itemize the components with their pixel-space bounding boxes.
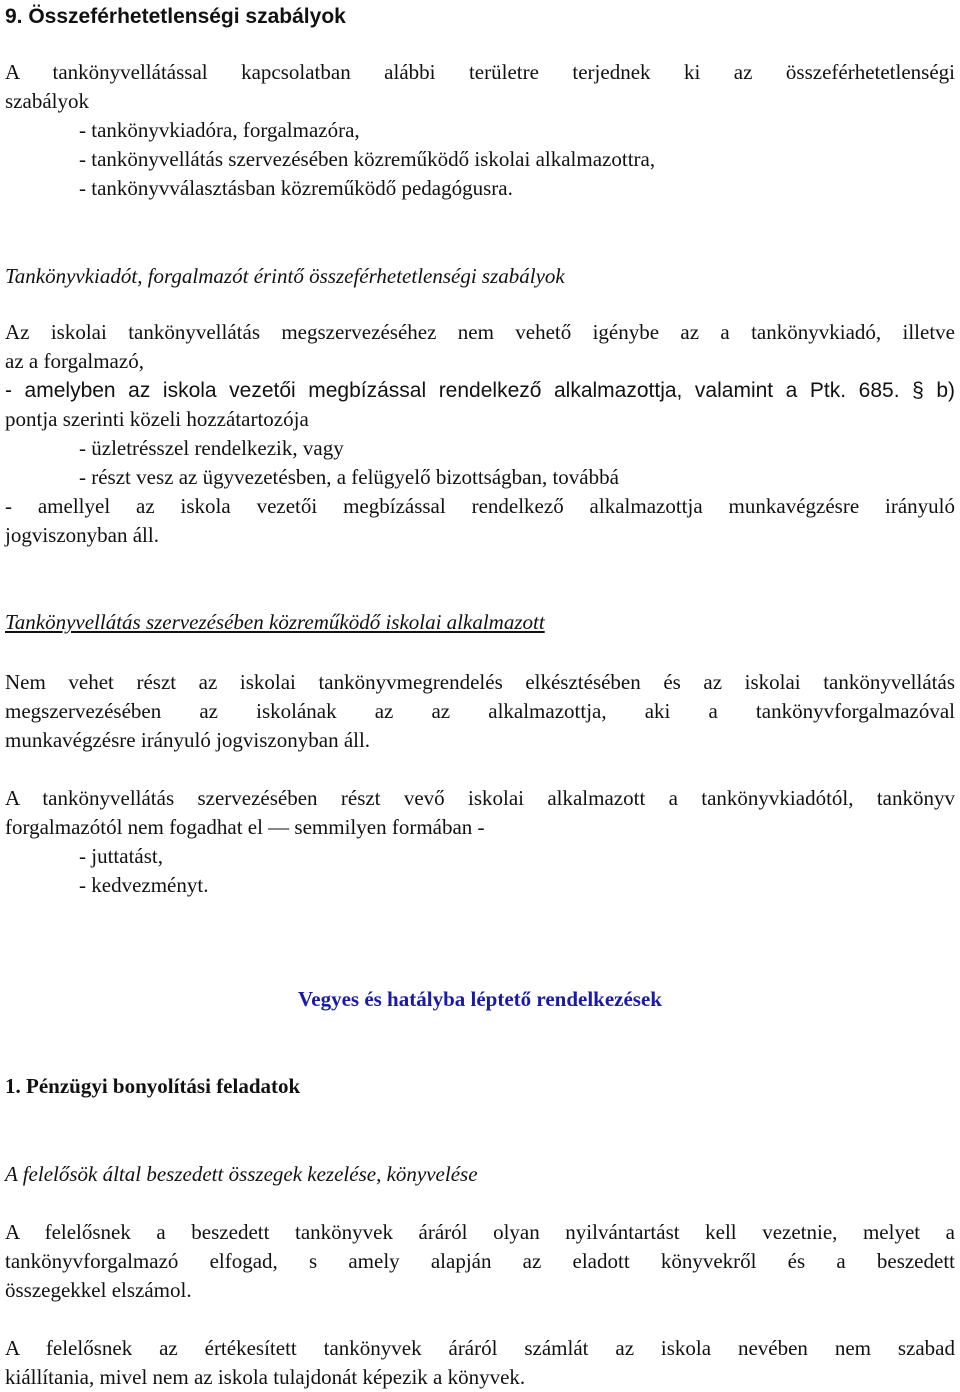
paragraph-line: összegekkel elszámol.	[5, 1278, 192, 1302]
paragraph-line: munkavégzésre irányuló jogviszonyban áll.	[5, 728, 371, 752]
subsection-title: 1. Pénzügyi bonyolítási feladatok	[5, 1074, 301, 1098]
page-title: 9. Összeférhetetlenségi szabályok	[5, 5, 346, 28]
list-item: - részt vesz az ügyvezetésben, a felügyelő bizottságban, továbbá	[79, 465, 619, 489]
closing-heading: Vegyes és hatályba léptető rendelkezések	[298, 987, 662, 1011]
paragraph-line: A tankönyvellátás szervezésében részt vevő iskolai alkalmazott a tankönyvkiadótól, tankönyv	[5, 786, 955, 810]
intro-line: A tankönyvellátással kapcsolatban alábbi területre terjednek ki az összeférhetetlenségi	[5, 60, 955, 84]
section-heading: A felelősök által beszedett összegek kezelése, könyvelése	[5, 1162, 478, 1186]
paragraph-line: A felelősnek az értékesített tankönyvek áráról számlát az iskola nevében nem szabad	[5, 1336, 955, 1360]
paragraph-line: az a forgalmazó,	[5, 349, 144, 373]
list-item: - tankönyvellátás szervezésében közreműködő iskolai alkalmazottra,	[79, 147, 656, 171]
list-item: - juttatást,	[79, 844, 163, 868]
section-heading: Tankönyvellátás szervezésében közreműködő iskolai alkalmazott	[5, 610, 545, 634]
section-heading: Tankönyvkiadót, forgalmazót érintő összeférhetetlenségi szabályok	[5, 264, 565, 288]
paragraph-line: tankönyvforgalmazó elfogad, s amely alapján az eladott könyvekről és a beszedett	[5, 1249, 955, 1273]
paragraph-line: - amelyben az iskola vezetői megbízással rendelkező alkalmazottja, valamint a Ptk. 685. § b)	[5, 379, 955, 402]
paragraph-line: A felelősnek a beszedett tankönyvek áráról olyan nyilvántartást kell vezetnie, melyet a	[5, 1220, 955, 1244]
paragraph-line: - amellyel az iskola vezetői megbízással rendelkező alkalmazottja munkavégzésre irányuló	[5, 494, 955, 518]
paragraph-line: Nem vehet részt az iskolai tankönyvmegrendelés elkésztésében és az iskolai tankönyvellátás	[5, 670, 955, 694]
list-item: - kedvezményt.	[79, 873, 209, 897]
paragraph-line: forgalmazótól nem fogadhat el — semmilyen formában -	[5, 815, 485, 839]
paragraph-line: megszervezésében az iskolának az az alkalmazottja, aki a tankönyvforgalmazóval	[5, 699, 955, 723]
list-item: - üzletrésszel rendelkezik, vagy	[79, 436, 344, 460]
intro-line: szabályok	[5, 89, 89, 113]
list-item: - tankönyvkiadóra, forgalmazóra,	[79, 118, 360, 142]
list-item: - tankönyvválasztásban közreműködő pedagógusra.	[79, 176, 513, 200]
paragraph-line: pontja szerinti közeli hozzátartozója	[5, 407, 309, 431]
paragraph-line: jogviszonyban áll.	[5, 523, 159, 547]
paragraph-line: Az iskolai tankönyvellátás megszervezéséhez nem vehető igénybe az a tankönyvkiadó, illetve	[5, 320, 955, 344]
paragraph-line: kiállítania, mivel nem az iskola tulajdonát képezik a könyvek.	[5, 1365, 526, 1389]
